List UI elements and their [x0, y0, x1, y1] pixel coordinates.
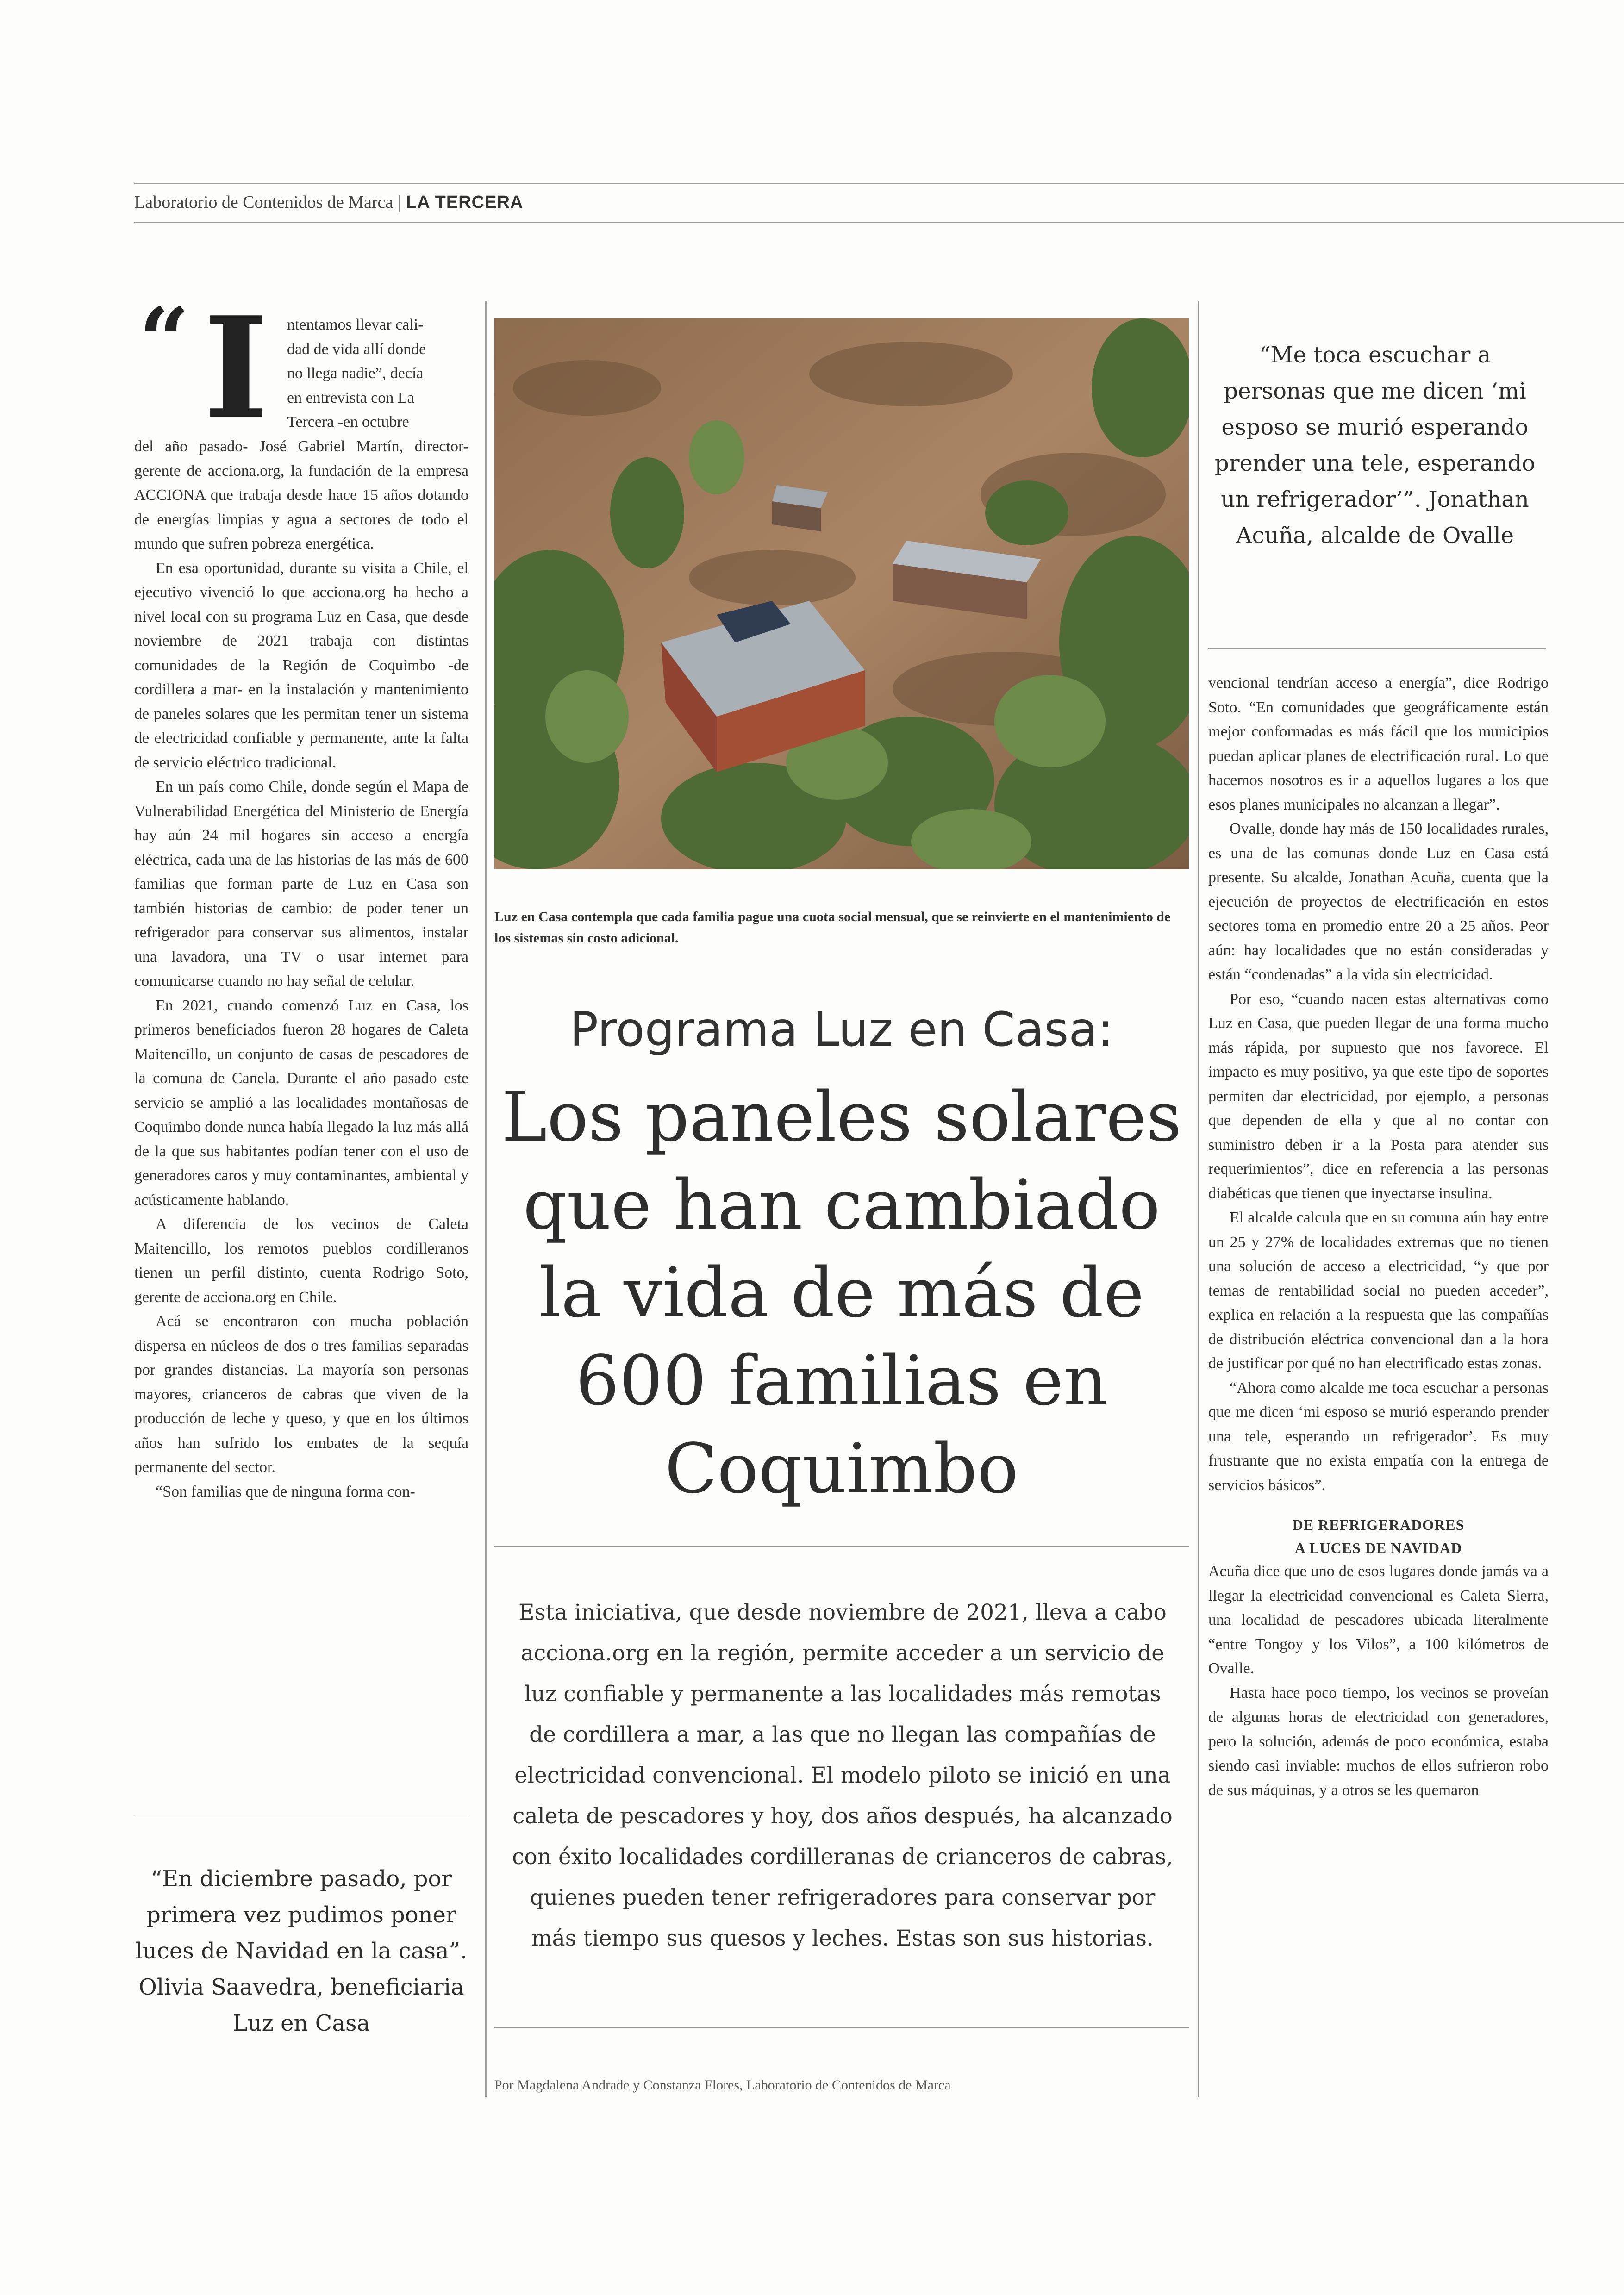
left-column-lead	[287, 313, 468, 435]
headline-kicker: Programa Luz en Casa:	[569, 1002, 1114, 1057]
article-paragraph: Acá se encontraron con mucha población dispersa en núcleos de dos o tres familias separadas por grandes distancias. La mayoría son personas mayores, crianceros de cabras que viven de la producción de leche y queso, y que en los últimos años han sufrido los embates de la sequía permanente del sector.	[134, 1313, 468, 1476]
aerial-village-image	[494, 318, 1189, 869]
header-section: Laboratorio de Contenidos de Marca	[134, 193, 394, 212]
drop-cap-letter: I	[204, 286, 269, 449]
header-bottom-rule	[134, 222, 1624, 223]
section-subhead	[1208, 1513, 1549, 1559]
article-paragraph: En un país como Chile, donde según el Mapa de Vulnerabilidad Energética del Ministerio de Energía hay aún 24 mil hogares sin acceso a energía eléctrica, cada una de las historias de las más de 600 familias que forman parte de Luz en Casa son también historias de cambio: de poder tener un refrigerador para conservar sus alimentos, instalar una lavadora, una TV o usar internet para comunicarse cuando no hay señal de celular.	[134, 778, 468, 990]
photo-caption: Luz en Casa contempla que cada familia pague una cuota social mensual, que se reinvierte en el mantenimiento de los sistemas sin costo adicional.	[494, 909, 1171, 946]
dek-top-rule	[494, 1546, 1189, 1547]
header-brand: LA TERCERA	[406, 193, 524, 212]
article-paragraph: Ovalle, donde hay más de 150 localidades rurales, es una de las comunas donde Luz en Casa está presente. Su alcalde, Jonathan Acuña, cuenta que la ejecución de proyectos de electrificación en estos sectores toma en promedio entre 20 a 25 años. Peor aún: hay localidades que no están consideradas y están “condenadas” a la vida sin electricidad.	[1208, 820, 1549, 983]
subhead-line: DE REFRIGERADORES	[1292, 1516, 1465, 1533]
column-divider-right	[1198, 301, 1199, 2097]
page-header	[134, 192, 523, 212]
headline: Los paneles solares que han cambiado la vida de más de 600 familias en Coquimbo	[501, 1077, 1182, 1509]
lead-line: ntentamos llevar cali-	[287, 316, 424, 333]
header-top-rule	[134, 183, 1624, 184]
article-paragraph: El alcalde calcula que en su comuna aún hay entre un 25 y 27% de localidades extremas que no tienen una solución de acceso a electricidad, “y que por temas de rentabilidad social no pueden acceder”, explica en relación a la respuesta que las compañías de distribución eléctrica convencional dan a la hora de justificar por qué no han electrificado estas zonas.	[1208, 1209, 1549, 1372]
lead-line: no llega nadie”, decía	[287, 365, 424, 382]
right-column-body	[1208, 671, 1549, 1802]
header-separator: |	[398, 193, 401, 212]
article-paragraph: del año pasado- José Gabriel Martín, director-gerente de acciona.org, la fundación de la empresa ACCIONA que trabaja desde hace 15 años dotando de energías limpias y agua a sectores de todo el mundo que sufren pobreza energética.	[134, 438, 468, 552]
lead-line: en entrevista con La	[287, 389, 414, 406]
article-dek: Esta iniciativa, que desde noviembre de 2021, lleva a cabo acciona.org en la región, permite acceder a un servicio de luz confiable y permanente a las localidades más remotas de cordillera a mar, a las que no llegan las compañías de electricidad convencional. El modelo piloto se inició en una caleta de pescadores y hoy, dos años después, ha alcanzado con éxito localidades cordilleranas de crianceros de cabras, quienes pueden tener refrigeradores para conservar por más tiempo sus quesos y leches. Estas son sus historias.	[512, 1600, 1173, 1951]
drop-cap-quote-mark: “	[139, 288, 190, 392]
article-paragraph: Hasta hace poco tiempo, los vecinos se proveían de algunas horas de electricidad con generadores, pero la solución, además de poco económica, estaba siendo casi inviable: muchos de ellos sufrieron robo de sus máquinas, y a otros se les quemaron	[1208, 1684, 1549, 1799]
article-paragraph: En 2021, cuando comenzó Luz en Casa, los primeros beneficiados fueron 28 hogares de Caleta Maitencillo, un conjunto de casas de pescadores de la comuna de Canela. Durante el año pasado este servicio se amplió a las localidades montañosas de Coquimbo donde nunca había llegado la luz más allá de la que sus habitantes podían tener con el uso de generadores caros y muy contaminantes, ambiental y acústicamente hablando.	[134, 997, 468, 1209]
article-paragraph: A diferencia de los vecinos de Caleta Maitencillo, los remotos pueblos cordilleranos tienen un perfil distinto, cuenta Rodrigo Soto, gerente de acciona.org en Chile.	[134, 1216, 468, 1306]
article-paragraph: Acuña dice que uno de esos lugares donde jamás va a llegar la electricidad convencional es Caleta Sierra, una localidad de pescadores ubicada literalmente “entre Tongoy y los Vilos”, a 100 kilómetros de Ovalle.	[1208, 1563, 1549, 1677]
column-divider-left	[485, 301, 487, 2097]
article-paragraph: Por eso, “cuando nacen estas alternativas como Luz en Casa, que pueden llegar de una forma mucho más rápida, por supuesto que nos favorece. El impacto es muy positivo, ya que este tipo de soportes permiten dar electricidad, por ejemplo, a personas que dependen de ella y que al no contar con suministro deben ir a la Posta para atender sus requerimientos”, dice en referencia a las personas diabéticas que tienen que inyectarse insulina.	[1208, 990, 1549, 1202]
pull-quote-right-rule	[1208, 648, 1546, 649]
left-column-body	[134, 435, 468, 1504]
article-paragraph: “Ahora como alcalde me toca escuchar a personas que me dicen ‘mi esposo se murió esperando prender una tele, esperando un refrigerador’. Es muy frustrante que no exista empatía con la entrega de servicios básicos”.	[1208, 1379, 1549, 1494]
pull-quote-left: “En diciembre pasado, por primera vez pudimos poner luces de Navidad en la casa”. Olivia Saavedra, beneficiaria Luz en Casa	[135, 1866, 468, 2036]
byline: Por Magdalena Andrade y Constanza Flores, Laboratorio de Contenidos de Marca	[494, 2077, 951, 2093]
article-paragraph: En esa oportunidad, durante su visita a Chile, el ejecutivo vivenció lo que acciona.org ha hecho a nivel local con su programa Luz en Casa, que desde noviembre de 2021 trabaja con distintas comunidades de la Región de Coquimbo -de cordillera a mar- en la instalación y mantenimiento de paneles solares que les permitan tener un sistema de electricidad confiable y permanente, ante la falta de servicio eléctrico tradicional.	[134, 559, 468, 771]
article-paragraph: vencional tendrían acceso a energía”, dice Rodrigo Soto. “En comunidades que geográficamente están mejor conformadas es más fácil que los municipios puedan aplicar planes de electrificación rural. Lo que hacemos nosotros es ir a aquellos lugares a los que esos planes municipales no alcanzan a llegar”.	[1208, 674, 1549, 813]
subhead-line: A LUCES DE NAVIDAD	[1294, 1540, 1462, 1556]
dek-bottom-rule	[494, 2027, 1189, 2028]
lead-line: Tercera -en octubre	[287, 413, 409, 430]
pull-quote-right: “Me toca escuchar a personas que me dicen ‘mi esposo se murió esperando prender una tele, esperando un refrigerador’”. Jonathan Acuña, alcalde de Ovalle	[1214, 342, 1536, 549]
article-paragraph: “Son familias que de ninguna forma con-	[156, 1483, 415, 1500]
lead-line: dad de vida allí donde	[287, 340, 426, 358]
article-photo	[494, 318, 1189, 869]
